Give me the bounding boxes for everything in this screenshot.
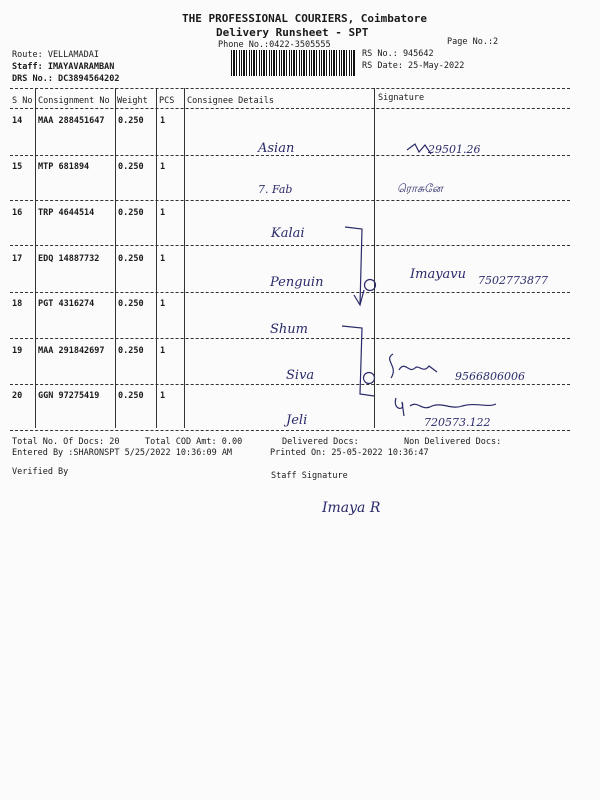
row-consignment: TRP 4644514: [38, 208, 95, 218]
row-weight: 0.250: [118, 299, 144, 309]
circle-mark: [362, 371, 378, 385]
handwritten-name: Penguin: [270, 275, 324, 290]
printed-on: Printed On: 25-05-2022 10:36:47: [270, 448, 429, 458]
divider: [10, 88, 570, 89]
handwritten-tamil-signature: ரொசுனே: [397, 182, 443, 195]
route: Route: VELLAMADAI: [12, 50, 99, 60]
row-sno: 20: [12, 391, 23, 401]
total-cod: Total COD Amt: 0.00: [145, 437, 243, 447]
handwritten-phone: 720573.122: [424, 416, 491, 429]
row-weight: 0.250: [118, 116, 144, 126]
circle-mark: [363, 278, 379, 292]
row-consignment: EDQ 14887732: [38, 254, 100, 264]
row-pcs: 1: [160, 299, 166, 309]
total-docs: Total No. Of Docs: 20: [12, 437, 120, 447]
column-header-sno: S No: [12, 96, 33, 106]
row-sno: 15: [12, 162, 23, 172]
delivered-docs: Delivered Docs:: [282, 437, 359, 447]
row-sno: 18: [12, 299, 23, 309]
handwritten-phone: 7502773877: [478, 274, 548, 287]
drs-number: DRS No.: DC3894564202: [12, 74, 120, 84]
row-weight: 0.250: [118, 254, 144, 264]
staff-name: Staff: IMAYAVARAMBAN: [12, 62, 115, 72]
row-pcs: 1: [160, 346, 166, 356]
row-weight: 0.250: [118, 162, 144, 172]
column-header-pcs: PCS: [159, 96, 175, 106]
handwritten-phone: 9566806006: [455, 370, 525, 383]
handwritten-name: 7. Fab: [258, 183, 293, 196]
rs-number: RS No.: 945642: [362, 49, 434, 59]
handwritten-number: 29501.26: [428, 143, 481, 156]
row-pcs: 1: [160, 391, 166, 401]
handwritten-name: Asian: [258, 141, 295, 156]
handwritten-signature-name: Imayavu: [410, 267, 467, 282]
row-pcs: 1: [160, 116, 166, 126]
barcode: [231, 50, 355, 76]
row-sno: 17: [12, 254, 23, 264]
row-sno: 16: [12, 208, 23, 218]
runsheet-title: Delivery Runsheet - SPT: [216, 26, 369, 39]
row-consignment: MTP 681894: [38, 162, 90, 172]
column-rule: [184, 88, 185, 428]
entered-by: Entered By :SHARONSPT 5/25/2022 10:36:09 AM: [12, 448, 233, 458]
column-header-consignee: Consignee Details: [187, 96, 274, 106]
column-rule: [115, 88, 116, 428]
divider: [10, 384, 570, 385]
column-header-signature: Signature: [378, 93, 425, 103]
divider: [10, 245, 570, 246]
phone-number: Phone No.:0422-3505555: [218, 40, 331, 50]
column-header-weight: Weight: [117, 96, 148, 106]
column-rule: [35, 88, 36, 428]
page-number: Page No.:2: [447, 37, 499, 47]
row-weight: 0.250: [118, 391, 144, 401]
divider: [10, 430, 570, 431]
row-consignment: MAA 288451647: [38, 116, 105, 126]
divider: [10, 338, 570, 339]
row-weight: 0.250: [118, 208, 144, 218]
non-delivered-docs: Non Delivered Docs:: [404, 437, 502, 447]
handwritten-name: Siva: [286, 368, 315, 383]
verified-by: Verified By: [12, 467, 69, 477]
divider: [10, 200, 570, 201]
row-consignment: GGN 97275419: [38, 391, 100, 401]
staff-signature: Imaya R: [322, 500, 381, 516]
row-pcs: 1: [160, 254, 166, 264]
column-rule: [156, 88, 157, 428]
handwritten-name: Kalai: [271, 226, 305, 241]
divider: [10, 108, 570, 109]
row-consignment: PGT 4316274: [38, 299, 95, 309]
company-name: THE PROFESSIONAL COURIERS, Coimbatore: [182, 12, 428, 25]
bracket-mark: [340, 225, 380, 310]
bracket-mark: [338, 322, 378, 400]
handwritten-name: Shum: [270, 322, 308, 337]
divider: [10, 292, 570, 293]
rs-date: RS Date: 25-May-2022: [362, 61, 465, 71]
handwritten-signature: [385, 350, 445, 384]
column-header-consignment: Consignment No: [38, 96, 110, 106]
handwritten-name: Jeli: [286, 413, 308, 428]
row-sno: 19: [12, 346, 23, 356]
row-pcs: 1: [160, 208, 166, 218]
row-pcs: 1: [160, 162, 166, 172]
row-sno: 14: [12, 116, 23, 126]
staff-signature-label: Staff Signature: [271, 471, 348, 481]
row-consignment: MAA 291842697: [38, 346, 105, 356]
row-weight: 0.250: [118, 346, 144, 356]
